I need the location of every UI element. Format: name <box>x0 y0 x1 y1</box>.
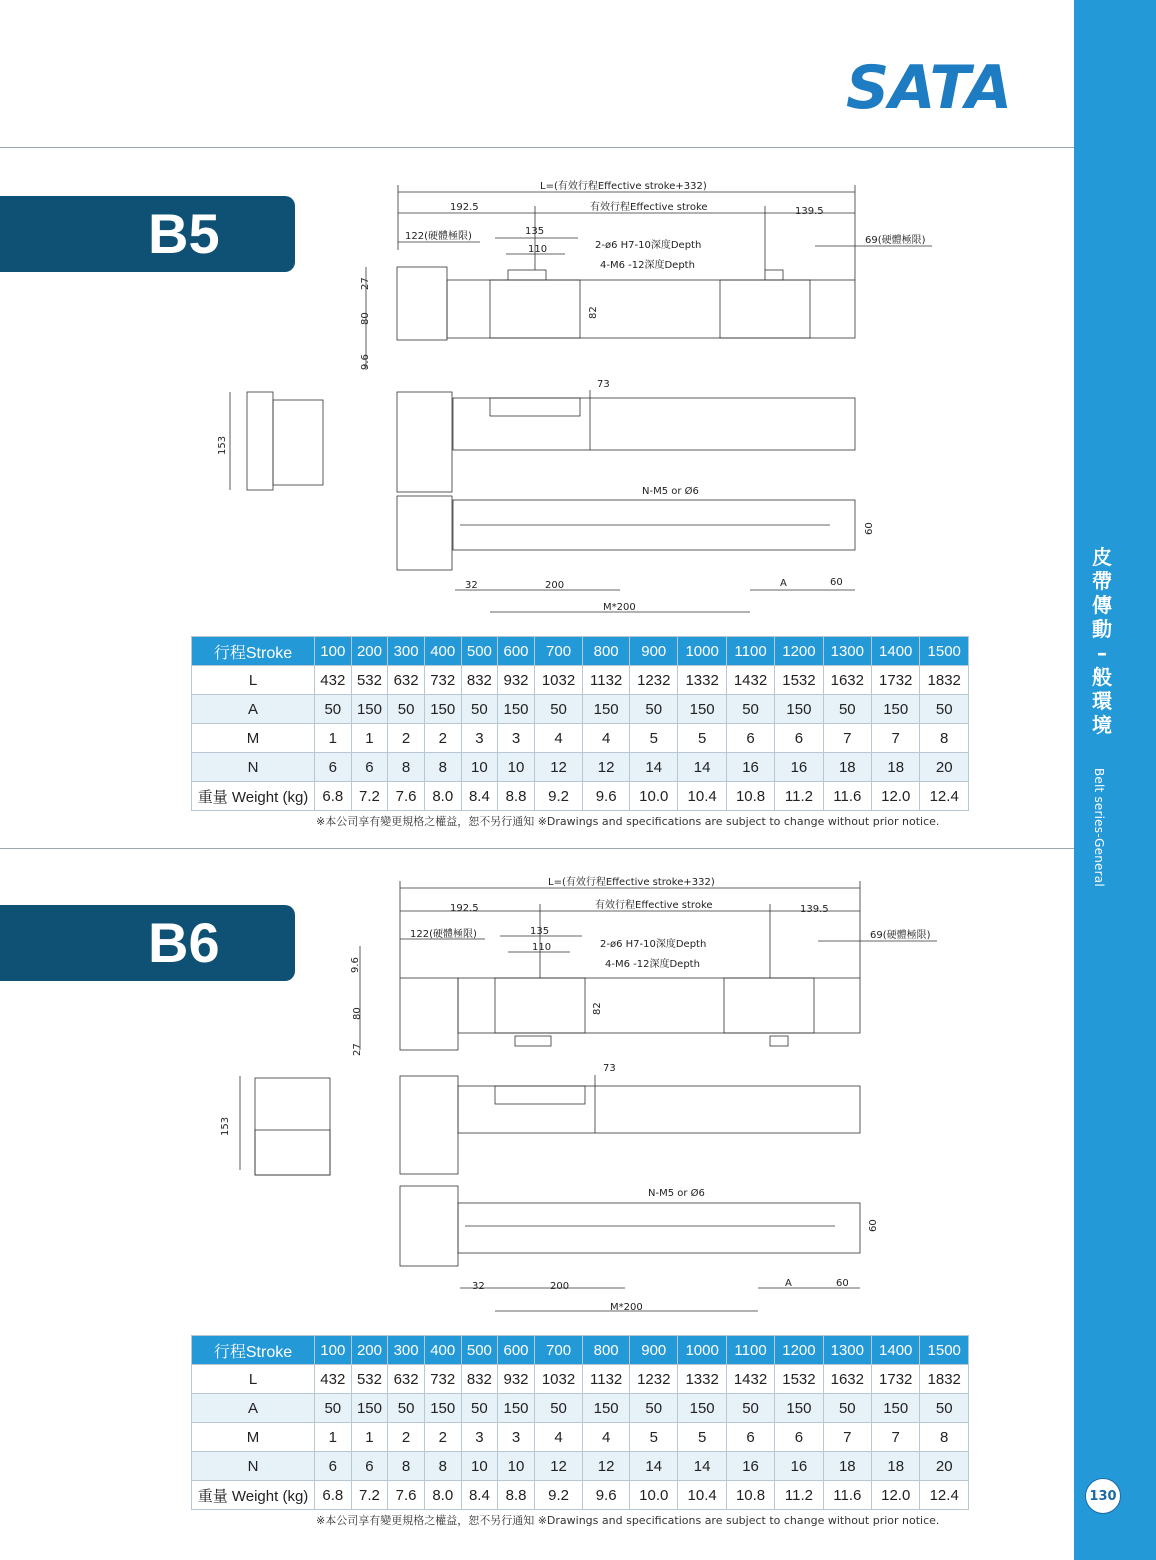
divider <box>0 848 1074 849</box>
b6-spec-table <box>191 1335 969 1510</box>
svg-text:73: 73 <box>597 379 610 390</box>
divider <box>0 147 1074 148</box>
svg-text:32: 32 <box>472 1281 485 1292</box>
svg-text:L=(有效行程Effective stroke+332): L=(有效行程Effective stroke+332) <box>548 877 715 888</box>
svg-text:有效行程Effective stroke: 有效行程Effective stroke <box>595 900 713 911</box>
row-label: L <box>192 666 315 695</box>
table-row: N 6 6 8 8 10 10 12 12 14 14 16 16 18 18 20 <box>192 1452 969 1481</box>
svg-text:4-M6 -12深度Depth: 4-M6 -12深度Depth <box>605 959 700 970</box>
table-row: M 1 1 2 2 3 3 4 4 5 5 6 6 7 7 8 <box>192 1423 969 1452</box>
svg-text:139.5: 139.5 <box>795 206 824 217</box>
svg-text:122(硬體極限): 122(硬體極限) <box>405 231 472 242</box>
stroke-cell: 400 <box>424 1336 461 1365</box>
svg-text:192.5: 192.5 <box>450 903 479 914</box>
row-label: 重量 Weight (kg) <box>192 782 315 811</box>
stroke-cell: 100 <box>315 1336 352 1365</box>
svg-text:69(硬體極限): 69(硬體極限) <box>865 235 926 246</box>
page-number: 130 <box>1085 1478 1121 1514</box>
stroke-cell: 900 <box>630 1336 678 1365</box>
stroke-cell: 600 <box>498 637 535 666</box>
svg-text:27: 27 <box>352 1043 363 1056</box>
row-label: M <box>192 1423 315 1452</box>
svg-text:69(硬體極限): 69(硬體極限) <box>870 930 931 941</box>
table-row: A 50 150 50 150 50 150 50 150 50 150 50 150 50 150 50 <box>192 1394 969 1423</box>
stroke-cell: 200 <box>351 1336 388 1365</box>
svg-text:73: 73 <box>603 1063 616 1074</box>
svg-text:有效行程Effective stroke: 有效行程Effective stroke <box>590 202 708 213</box>
section-label-b6: B6 <box>0 905 295 981</box>
section-label-b5: B5 <box>0 196 295 272</box>
svg-text:110: 110 <box>532 942 552 953</box>
b5-drawing <box>210 170 950 620</box>
table-row: M 1 1 2 2 3 3 4 4 5 5 6 6 7 7 8 <box>192 724 969 753</box>
stroke-cell: 1000 <box>678 637 726 666</box>
svg-text:139.5: 139.5 <box>800 904 829 915</box>
stroke-cell: 1000 <box>678 1336 726 1365</box>
svg-text:M*200: M*200 <box>610 1302 643 1313</box>
stroke-cell: 100 <box>315 637 352 666</box>
b5-spec-table <box>191 636 969 811</box>
sidebar-title-zh: 皮 帶 傳 動 – 般 環 境 <box>1092 545 1112 737</box>
stroke-cell: 300 <box>388 637 425 666</box>
svg-text:135: 135 <box>525 226 545 237</box>
svg-text:N-M5 or Ø6: N-M5 or Ø6 <box>642 486 699 497</box>
svg-text:9.6: 9.6 <box>360 354 371 370</box>
table-row: A 50 150 50 150 50 150 50 150 50 150 50 150 50 150 50 <box>192 695 969 724</box>
svg-text:2-ø6 H7-10深度Depth: 2-ø6 H7-10深度Depth <box>600 939 707 950</box>
table-row: L 432 532 632 732 832 932 1032 1132 1232 1332 1432 1532 1632 1732 1832 <box>192 666 969 695</box>
stroke-cell: 1400 <box>872 637 920 666</box>
stroke-cell: 1500 <box>920 1336 969 1365</box>
stroke-cell: 1500 <box>920 637 969 666</box>
svg-text:M*200: M*200 <box>603 602 636 613</box>
svg-text:110: 110 <box>528 244 548 255</box>
svg-text:A: A <box>780 578 787 589</box>
stroke-cell: 1400 <box>872 1336 920 1365</box>
svg-text:60: 60 <box>836 1278 849 1289</box>
svg-text:80: 80 <box>352 1007 363 1020</box>
sidebar <box>1074 0 1156 1560</box>
svg-text:153: 153 <box>217 435 228 455</box>
table-header-label: 行程Stroke <box>192 1336 315 1365</box>
svg-text:L=(有效行程Effective stroke+332): L=(有效行程Effective stroke+332) <box>540 181 707 192</box>
stroke-cell: 500 <box>461 1336 498 1365</box>
svg-text:A: A <box>785 1278 792 1289</box>
row-label: N <box>192 1452 315 1481</box>
svg-text:4-M6 -12深度Depth: 4-M6 -12深度Depth <box>600 260 695 271</box>
b6-drawing <box>210 868 950 1318</box>
table-row: 重量 Weight (kg) 6.8 7.2 7.6 8.0 8.4 8.8 9.2 9.6 10.0 10.4 10.8 11.2 11.6 12.0 12.4 <box>192 1481 969 1510</box>
stroke-cell: 1300 <box>823 1336 871 1365</box>
stroke-cell: 1100 <box>726 1336 774 1365</box>
stroke-cell: 1100 <box>726 637 774 666</box>
stroke-cell: 1300 <box>823 637 871 666</box>
svg-text:192.5: 192.5 <box>450 202 479 213</box>
stroke-cell: 400 <box>424 637 461 666</box>
svg-text:SATA: SATA <box>846 58 1012 112</box>
svg-text:60: 60 <box>864 522 875 535</box>
stroke-cell: 300 <box>388 1336 425 1365</box>
svg-text:82: 82 <box>588 306 599 319</box>
row-label: N <box>192 753 315 782</box>
stroke-cell: 600 <box>498 1336 535 1365</box>
row-label: L <box>192 1365 315 1394</box>
disclaimer-note: ※本公司享有變更規格之權益，恕不另行通知 ※Drawings and specifications are subject to change without prior notice. <box>316 1514 940 1527</box>
disclaimer-note: ※本公司享有變更規格之權益，恕不另行通知 ※Drawings and specifications are subject to change without prior notice. <box>316 815 940 828</box>
svg-text:2-ø6 H7-10深度Depth: 2-ø6 H7-10深度Depth <box>595 240 702 251</box>
stroke-cell: 500 <box>461 637 498 666</box>
stroke-cell: 800 <box>583 1336 630 1365</box>
svg-text:80: 80 <box>360 312 371 325</box>
row-label: 重量 Weight (kg) <box>192 1481 315 1510</box>
svg-text:122(硬體極限): 122(硬體極限) <box>410 929 477 940</box>
sidebar-title-en: Belt series-General <box>1092 768 1106 887</box>
table-header-label: 行程Stroke <box>192 637 315 666</box>
sata-logo <box>846 58 1014 112</box>
svg-text:60: 60 <box>830 577 843 588</box>
svg-text:60: 60 <box>868 1219 879 1232</box>
svg-text:153: 153 <box>220 1116 231 1136</box>
svg-text:9.6: 9.6 <box>350 957 361 973</box>
svg-text:27: 27 <box>360 277 371 290</box>
svg-text:82: 82 <box>592 1002 603 1015</box>
stroke-cell: 1200 <box>775 637 823 666</box>
table-row: L 432 532 632 732 832 932 1032 1132 1232 1332 1432 1532 1632 1732 1832 <box>192 1365 969 1394</box>
svg-text:200: 200 <box>550 1281 570 1292</box>
svg-text:135: 135 <box>530 926 550 937</box>
svg-text:200: 200 <box>545 580 565 591</box>
svg-text:N-M5 or Ø6: N-M5 or Ø6 <box>648 1188 705 1199</box>
row-label: A <box>192 1394 315 1423</box>
stroke-cell: 1200 <box>775 1336 823 1365</box>
row-label: M <box>192 724 315 753</box>
table-row: N 6 6 8 8 10 10 12 12 14 14 16 16 18 18 20 <box>192 753 969 782</box>
table-row: 重量 Weight (kg) 6.8 7.2 7.6 8.0 8.4 8.8 9.2 9.6 10.0 10.4 10.8 11.2 11.6 12.0 12.4 <box>192 782 969 811</box>
row-label: A <box>192 695 315 724</box>
stroke-cell: 700 <box>534 1336 582 1365</box>
stroke-cell: 700 <box>534 637 582 666</box>
stroke-cell: 900 <box>630 637 678 666</box>
stroke-cell: 800 <box>583 637 630 666</box>
stroke-cell: 200 <box>351 637 388 666</box>
svg-text:32: 32 <box>465 580 478 591</box>
